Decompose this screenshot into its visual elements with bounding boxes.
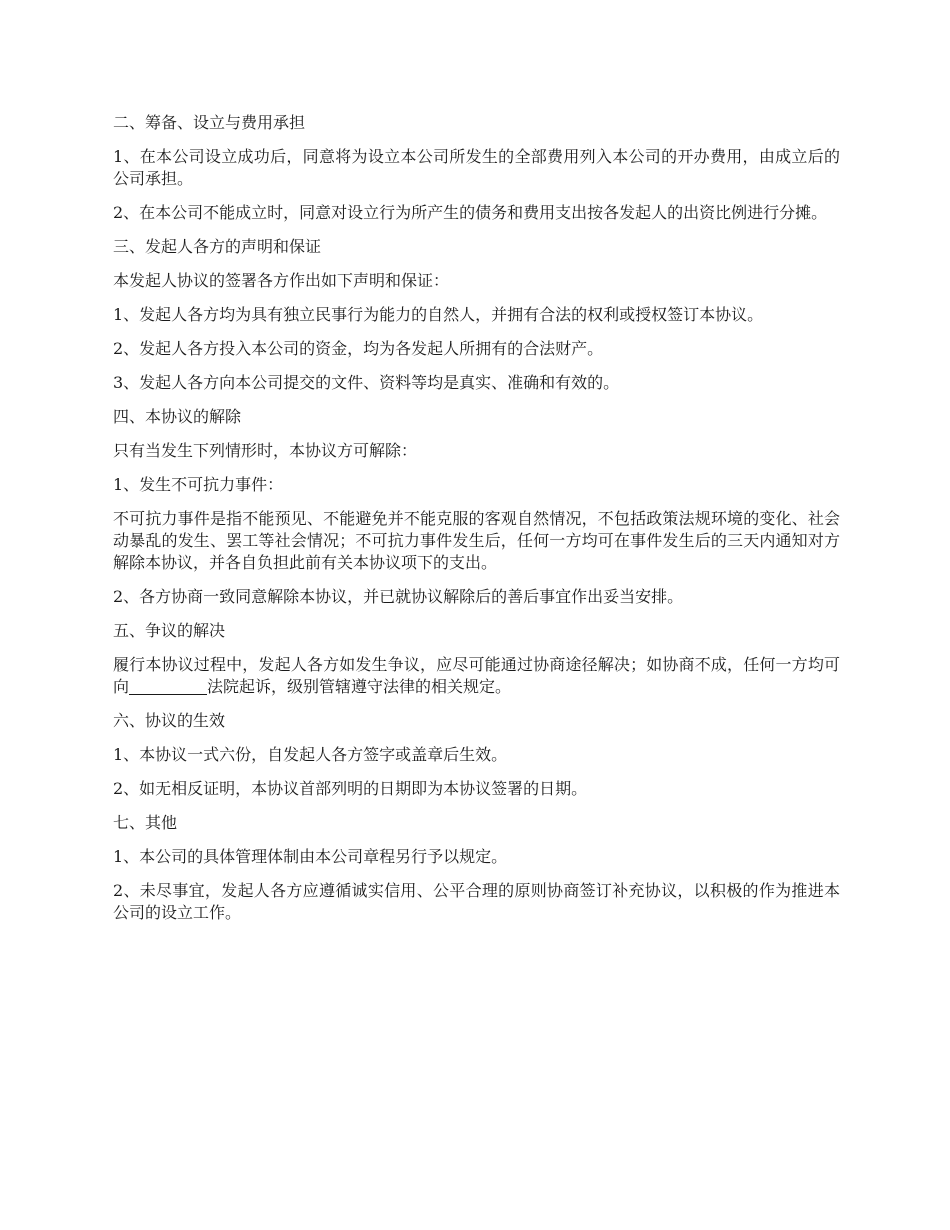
paragraph: 1、本协议一式六份，自发起人各方签字或盖章后生效。 [113, 745, 508, 764]
paragraph: 1、发起人各方均为具有独立民事行为能力的自然人，并拥有合法的权利或授权签订本协议。 [113, 305, 764, 324]
paragraph: 2、未尽事宜，发起人各方应遵循诚实信用、公平合理的原则协商签订补充协议，以积极的作为推进本公司的设立工作。 [113, 881, 840, 922]
paragraph: 1、本公司的具体管理体制由本公司章程另行予以规定。 [113, 847, 508, 866]
section-heading-preparation: 二、筹备、设立与费用承担 [113, 113, 306, 132]
paragraph: 2、如无相反证明，本协议首部列明的日期即为本协议签署的日期。 [113, 779, 588, 798]
text-fragment: 法院起诉，级别管辖遵守法律的相关规定。 [207, 677, 512, 696]
court-name-blank [129, 678, 207, 695]
section-heading-effectiveness: 六、协议的生效 [113, 711, 226, 730]
paragraph: 1、在本公司设立成功后，同意将为设立本公司所发生的全部费用列入本公司的开办费用，由成立后的公司承担。 [113, 147, 840, 188]
section-heading-termination: 四、本协议的解除 [113, 407, 242, 426]
section-heading-disputes: 五、争议的解决 [113, 621, 226, 640]
paragraph: 不可抗力事件是指不能预见、不能避免并不能克服的客观自然情况，不包括政策法规环境的变化、社会动暴乱的发生、罢工等社会情况；不可抗力事件发生后，任何一方均可在事件发生后的三天内通知对方解除本协议，并各自负担此前有关本协议项下的支出。 [113, 509, 840, 572]
text-fragment: 履行本协议过程中，发起人各方如发生争议，应尽可能通过协商途径解决；如协商不成，任何一方均可向 [113, 655, 840, 696]
paragraph: 2、各方协商一致同意解除本协议，并已就协议解除后的善后事宜作出妥当安排。 [113, 587, 684, 606]
paragraph: 本发起人协议的签署各方作出如下声明和保证： [113, 271, 450, 290]
paragraph: 3、发起人各方向本公司提交的文件、资料等均是真实、准确和有效的。 [113, 373, 620, 392]
section-heading-declarations: 三、发起人各方的声明和保证 [113, 237, 322, 256]
paragraph: 1、发生不可抗力事件： [113, 475, 284, 494]
paragraph-dispute-resolution [113, 654, 840, 698]
paragraph: 2、发起人各方投入本公司的资金，均为各发起人所拥有的合法财产。 [113, 339, 604, 358]
document-page [113, 112, 840, 936]
paragraph: 只有当发生下列情形时，本协议方可解除： [113, 441, 418, 460]
section-heading-other: 七、其他 [113, 813, 178, 832]
paragraph: 2、在本公司不能成立时，同意对设立行为所产生的债务和费用支出按各发起人的出资比例进行分摊。 [113, 203, 828, 222]
